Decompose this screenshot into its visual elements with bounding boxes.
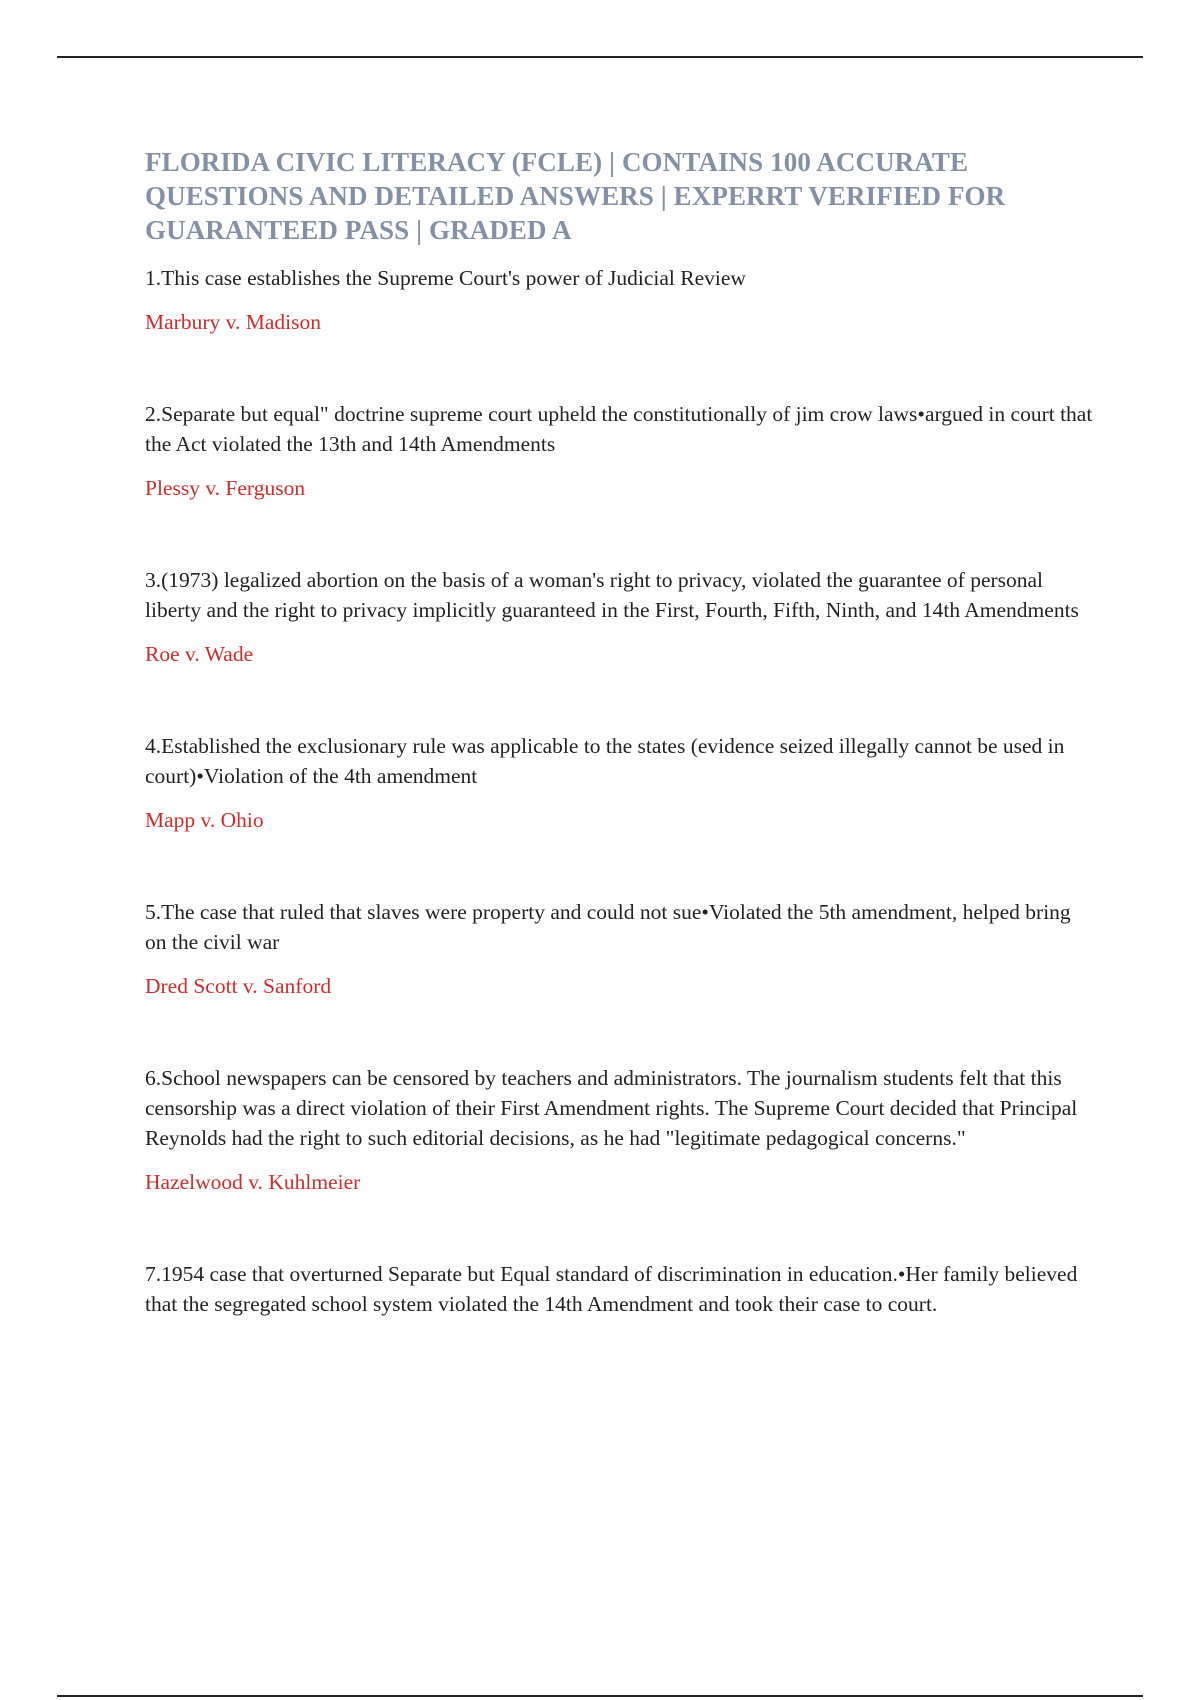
question-text: 2.Separate but equal" doctrine supreme court upheld the constitutionally of jim crow laws•argued in court that the Act violated the 13th and 14th Amendments [145,402,1093,456]
bottom-rule [57,1695,1143,1697]
answer-text: Roe v. Wade [145,642,254,666]
question-text: 3.(1973) legalized abortion on the basis of a woman's right to privacy, violated the guarantee of personal liberty and the right to privacy implicitly guaranteed in the First, Fourth, Fifth, Ninth, and 14th Amendments [145,568,1079,622]
qa-item-6 [145,1063,1095,1197]
answer-text: Dred Scott v. Sanford [145,974,332,998]
question-text: 7.1954 case that overturned Separate but Equal standard of discrimination in education.•Her family believed that the segregated school system violated the 14th Amendment and took their case to court. [145,1262,1078,1316]
qa-item-3 [145,565,1095,669]
question-text: 4.Established the exclusionary rule was applicable to the states (evidence seized illegally cannot be used in court)•Violation of the 4th amendment [145,734,1065,788]
question-text: 1.This case establishes the Supreme Court's power of Judicial Review [145,266,746,290]
qa-item-7 [145,1259,1095,1319]
question-text: 6.School newspapers can be censored by teachers and administrators. The journalism students felt that this censorship was a direct violation of their First Amendment rights. The Supreme Court decided that Principal Reynolds had the right to such editorial decisions, as he had "legitimate pedagogical concerns." [145,1066,1078,1150]
qa-item-1 [145,263,1095,337]
answer-text: Hazelwood v. Kuhlmeier [145,1170,361,1194]
top-rule [57,56,1143,58]
answer-text: Plessy v. Ferguson [145,476,306,500]
answer-text: Marbury v. Madison [145,310,321,334]
answer-text: Mapp v. Ohio [145,808,264,832]
document-body [145,145,1095,1319]
question-text: 5.The case that ruled that slaves were property and could not sue•Violated the 5th amendment, helped bring on the civil war [145,900,1071,954]
qa-item-4 [145,731,1095,835]
document-title: FLORIDA CIVIC LITERACY (FCLE) | CONTAINS 100 ACCURATE QUESTIONS AND DETAILED ANSWERS | EXPERRT VERIFIED FOR GUARANTEED PASS | GRADED A [145,147,1006,245]
qa-item-5 [145,897,1095,1001]
qa-item-2 [145,399,1095,503]
